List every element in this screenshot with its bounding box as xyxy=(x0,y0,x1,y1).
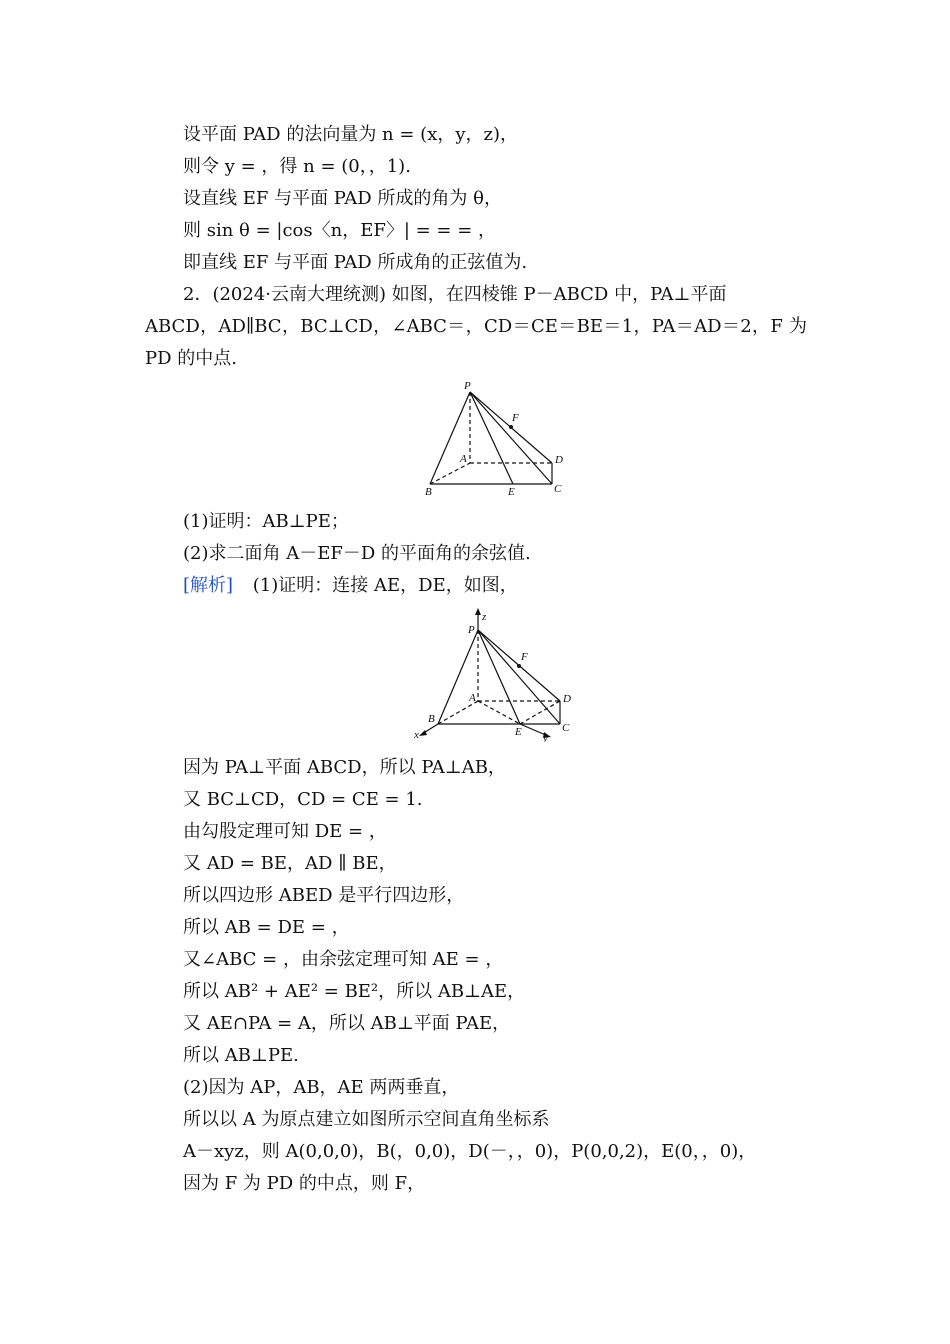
analysis-line: 所以 AB = DE = ， xyxy=(183,917,350,938)
label-y: y xyxy=(543,732,548,742)
analysis-line: 由勾股定理可知 DE = ， xyxy=(183,821,387,842)
label-E: E xyxy=(515,726,522,738)
analysis-line: 因为 F 为 PD 的中点，则 F， xyxy=(183,1173,426,1194)
label-A: A xyxy=(469,692,476,704)
label-B: B xyxy=(425,486,432,498)
analysis-line: 又 BC⊥CD，CD = CE = 1. xyxy=(183,789,423,810)
label-D: D xyxy=(555,454,563,466)
analysis-line: 又 AD = BE，AD ∥ BE， xyxy=(183,853,397,874)
label-F: F xyxy=(512,412,519,424)
solution-line-1: 设平面 PAD 的法向量为 n = (x，y，z)， xyxy=(183,124,519,145)
label-P: P xyxy=(468,624,475,636)
analysis-line: 因为 PA⊥平面 ABCD，所以 PA⊥AB， xyxy=(183,757,506,778)
analysis-intro xyxy=(183,574,518,598)
solution-line-3: 设直线 EF 与平面 PAD 所成的角为 θ， xyxy=(183,188,502,209)
analysis-tag: [解析] xyxy=(183,575,234,596)
label-C: C xyxy=(562,722,570,734)
solution-line-5: 即直线 EF 与平面 PAD 所成角的正弦值为. xyxy=(183,252,528,273)
problem2-line-1: 2．(2024·云南大理统测) 如图，在四棱锥 P－ABCD 中，PA⊥平面 xyxy=(183,284,727,305)
analysis-line: (2)因为 AP，AB，AE 两两垂直， xyxy=(183,1077,460,1098)
analysis-line: 所以四边形 ABED 是平行四边形， xyxy=(183,885,465,906)
problem2-line-2: ABCD，AD∥BC，BC⊥CD，∠ABC＝，CD＝CE＝BE＝1，PA＝AD＝2，F 为 xyxy=(145,316,807,337)
pyramid-figure xyxy=(415,378,575,498)
analysis-line: 所以 AB² + AE² = BE²，所以 AB⊥AE， xyxy=(183,981,526,1002)
label-D: D xyxy=(563,693,571,705)
question-2: (2)求二面角 A－EF－D 的平面角的余弦值. xyxy=(183,543,531,564)
coordinate-pyramid-figure xyxy=(408,606,588,742)
label-F: F xyxy=(521,651,528,663)
problem2-line-3: PD 的中点. xyxy=(145,348,237,369)
label-E: E xyxy=(508,486,515,498)
analysis-line: 又∠ABC = ，由余弦定理可知 AE = ， xyxy=(183,949,504,970)
analysis-line: 所以以 A 为原点建立如图所示空间直角坐标系 xyxy=(183,1109,550,1130)
question-1: (1)证明：AB⊥PE； xyxy=(183,511,349,532)
analysis-line: 又 AE∩PA = A，所以 AB⊥平面 PAE， xyxy=(183,1013,511,1034)
label-B: B xyxy=(428,713,435,725)
solution-line-4: 则 sin θ = |cos〈n，EF〉| = = = ， xyxy=(183,220,497,241)
analysis-line: 所以 AB⊥PE. xyxy=(183,1045,299,1066)
analysis-line: A－xyz，则 A(0,0,0)，B(，0,0)，D(－，，0)，P(0,0,2)，E(0，，0)， xyxy=(183,1141,757,1162)
label-C: C xyxy=(554,483,562,495)
label-x: x xyxy=(414,729,419,741)
analysis-intro-text: (1)证明：连接 AE，DE，如图， xyxy=(252,575,518,596)
label-A: A xyxy=(460,453,467,465)
solution-line-2: 则令 y = ，得 n = (0，，1). xyxy=(183,156,411,177)
label-z: z xyxy=(482,611,487,623)
label-P: P xyxy=(464,380,471,392)
